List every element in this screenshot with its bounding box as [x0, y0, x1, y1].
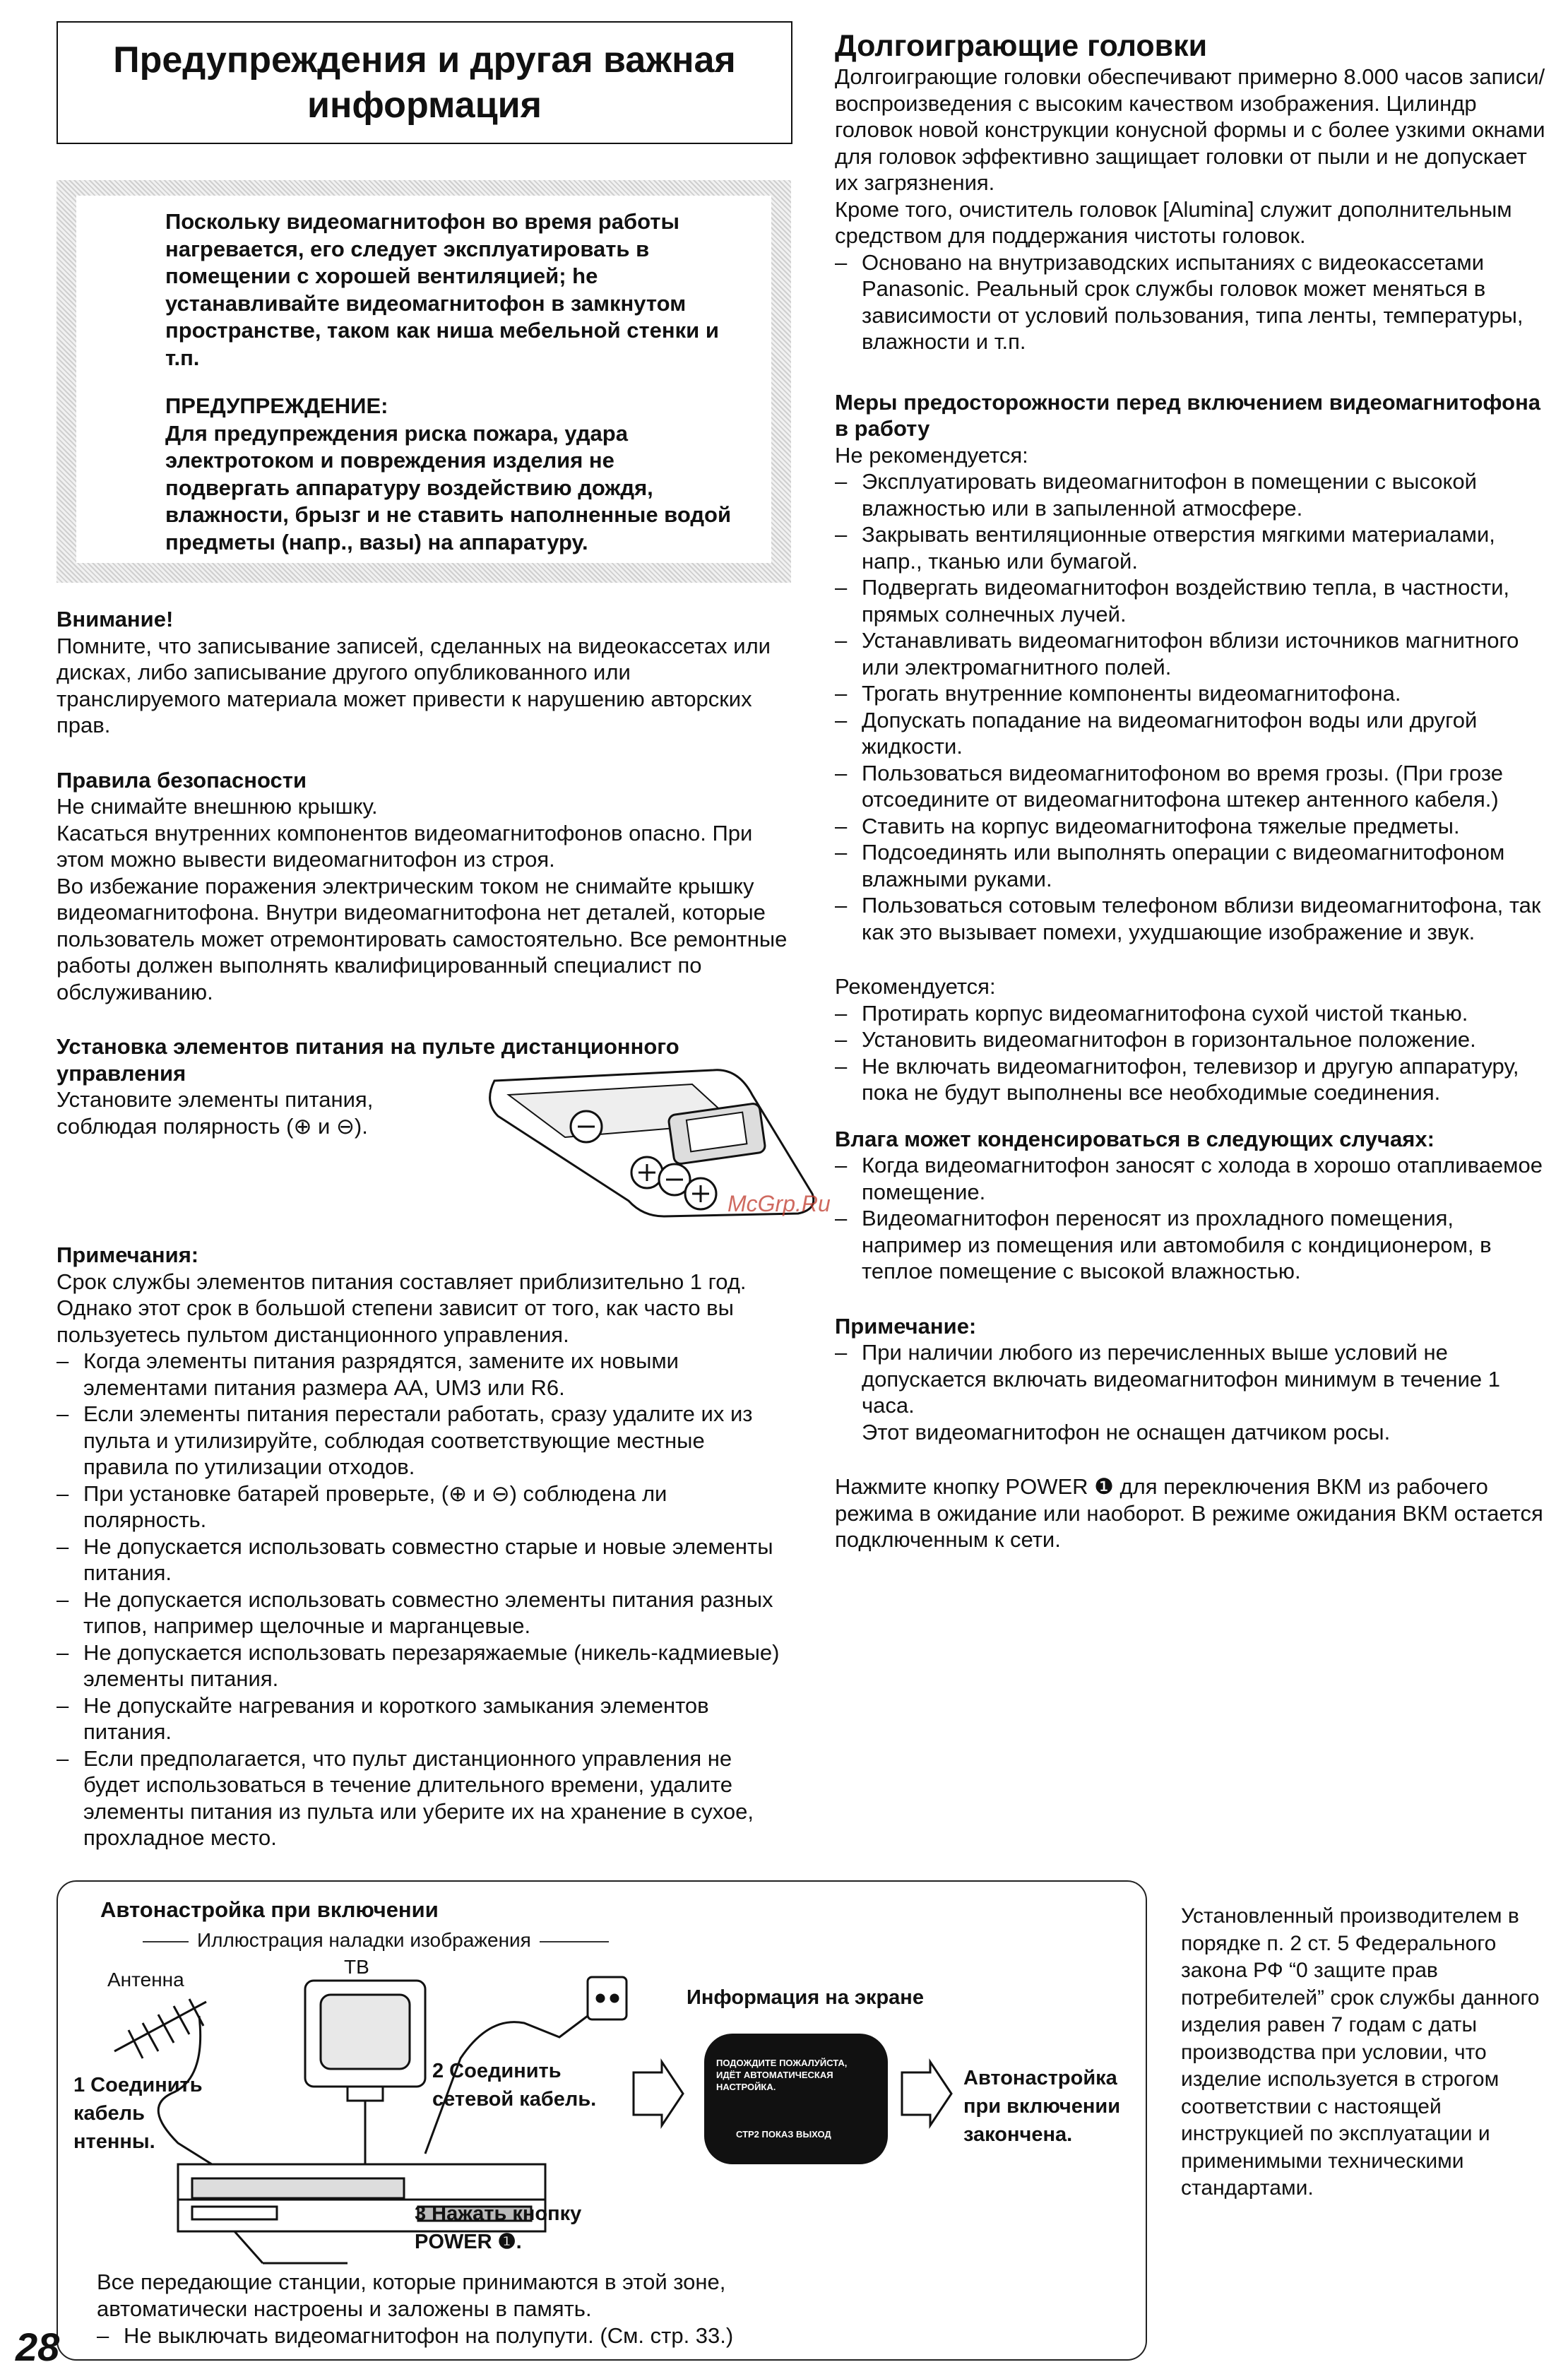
autotune-heading: Автонастройка при включении: [100, 1897, 439, 1922]
list-item: – Если элементы питания перестали работать, сразу удалите их из пульта и утилизируйте, соблюдая соответствующие местные правила по утилизации отходов.: [57, 1401, 791, 1481]
note2-sub: Этот видеомагнитофон не оснащен датчиком росы.: [862, 1419, 1391, 1444]
safety-line-3: Во избежание поражения электрическим током не снимайте крышку видеомагнитофона. Внутри видеомагнитофона нет деталей, которые пользователь может отремонтировать самостоятельно. Все ремонтные работы должен выполнять квалифицированный специалист по обслуживанию.: [57, 873, 788, 1004]
not-recommended-label: Не рекомендуется:: [835, 442, 1028, 468]
precautions-list: [835, 468, 1548, 945]
arrow-right-icon: [902, 2062, 951, 2125]
list-item: – Если предполагается, что пульт дистанционного управления не будет использоваться в течение длительного времени, удалите элементы питания из пульта или уберите их на хранение в сухое, прохладное место.: [57, 1745, 791, 1851]
list-item: – Подсоединять или выполнять операции с видеомагнитофоном влажными руками.: [835, 839, 1548, 892]
battery-text: Установите элементы питания, соблюдая полярность (⊕ и ⊖).: [57, 1087, 374, 1139]
condensation-list: [835, 1152, 1548, 1285]
right-column: [835, 28, 1548, 1553]
autotune-footer-item: – Не выключать видеомагнитофон на полупути. (См. стр. 33.): [97, 2322, 874, 2349]
warning-para-2: Для предупреждения риска пожара, удара электротоком и повреждения изделия не подвергать аппаратуру воздействию дождя, влажности, брызг и не ставить наполненные водой предметы (напр., вазы) на аппаратуру.: [165, 420, 732, 554]
onscreen-label: Информация на экране: [687, 1986, 924, 2009]
step-2-label: 2 Соединить сетевой кабель.: [432, 2060, 597, 2111]
warning-heading: ПРЕДУПРЕЖДЕНИЕ:: [165, 393, 388, 418]
tv-icon: [305, 1981, 425, 2164]
list-item: – Не допускается использовать перезаряжаемые (никель-кадмиевые) элементы питания.: [57, 1639, 791, 1692]
screen-bottom-text: СТР2 ПОКАЗ ВЫХОД: [736, 2129, 831, 2140]
list-item: – Допускать попадание на видеомагнитофон воды или другой жидкости.: [835, 707, 1548, 760]
list-item: – Не допускается использовать совместно старые и новые элементы питания.: [57, 1533, 791, 1586]
warning-box-content: [76, 196, 771, 563]
autotune-footer: [97, 2269, 874, 2349]
page-number: 28: [16, 2325, 60, 2369]
list-item: – Ставить на корпус видеомагнитофона тяжелые предметы.: [835, 813, 1548, 840]
onscreen-diagram: [626, 2023, 1022, 2171]
warranty-text: Установленный производителем в порядке п. 2 ст. 5 Федерального закона РФ “0 защите прав потребителей” срок службы данного изделия равен 7 годам с даты производства при условии, что изделие используется в строгом соответствии с настоящей инструкцией по эксплуатации и применимыми техническими стандартами.: [1181, 1904, 1540, 2200]
list-item: – Видеомагнитофон переносят из прохладного помещения, например из помещения или автомобиля с кондиционером, в теплое помещение с высокой влажностью.: [835, 1205, 1548, 1285]
list-item: – Закрывать вентиляционные отверстия мягкими материалами, напр., тканью или бумагой.: [835, 521, 1548, 574]
notes-heading: Примечания:: [57, 1242, 199, 1267]
list-item: – Пользоваться сотовым телефоном вблизи видеомагнитофона, так как это вызывает помехи, ухудшающие изображение и звук.: [835, 892, 1548, 945]
page-title: Предупреждения и другая важная информация: [57, 21, 792, 144]
precautions-heading: Меры предосторожности перед включением видеомагнитофона в работу: [835, 389, 1541, 441]
arrow-right-icon: [634, 2062, 683, 2125]
heads-para-2: Кроме того, очиститель головок [Alumina] служит дополнительным средством для поддержания чистоты головок.: [835, 196, 1512, 248]
list-item: – Установить видеомагнитофон в горизонтальное положение.: [835, 1026, 1548, 1053]
autotune-done-text: Автонастройка при включении закончена.: [963, 2067, 1121, 2146]
step-3-label: 3 Нажать кнопку POWER ❶.: [415, 2202, 582, 2253]
watermark: McGrp.Ru: [727, 1191, 831, 1216]
list-item: – Подвергать видеомагнитофон воздействию тепла, в частности, прямых солнечных лучей.: [835, 574, 1548, 627]
antenna-label: Антенна: [107, 1969, 184, 1991]
recommended-list: [835, 1000, 1548, 1106]
notes-section: [57, 1242, 791, 1851]
battery-heading: Установка элементов питания на пульте дистанционного управления: [57, 1034, 679, 1086]
tv-screen-icon: [704, 2034, 888, 2164]
list-item: – Не включать видеомагнитофон, телевизор и другую аппаратуру, пока не будут выполнены все необходимые соединения.: [835, 1053, 1548, 1106]
safety-line-2: Касаться внутренних компонентов видеомагнитофонов опасно. При этом можно вывести видеомагнитофон из строя.: [57, 820, 753, 872]
note2-heading: Примечание:: [835, 1313, 977, 1339]
list-item: – Не допускайте нагревания и короткого замыкания элементов питания.: [57, 1692, 791, 1745]
attention-text: Помните, что записывание записей, сделанных на видеокассетах или дисках, либо записывание другого опубликованного или транслируемого материала может привести к нарушению авторских прав.: [57, 633, 771, 737]
autotune-frame: [57, 1880, 1147, 2361]
list-item: – При установке батарей проверьте, (⊕ и ⊖) соблюдена ли полярность.: [57, 1481, 791, 1533]
list-item: – Пользоваться видеомагнитофоном во время грозы. (При грозе отсоедините от видеомагнитофона штекер антенного кабеля.): [835, 760, 1548, 813]
note2-item: – При наличии любого из перечисленных выше условий не допускается включать видеомагнитофон минимум в течение 1 часа.: [835, 1339, 1548, 1419]
recommended-label: Рекомендуется:: [835, 974, 996, 999]
attention-heading: Внимание!: [57, 607, 174, 631]
warning-box: [57, 180, 791, 583]
tv-label: ТВ: [344, 1956, 369, 1978]
autotune-subheading: Иллюстрация наладки изображения: [189, 1928, 540, 1952]
safety-heading: Правила безопасности: [57, 767, 307, 793]
list-item: – Трогать внутренние компоненты видеомагнитофона.: [835, 680, 1548, 707]
heads-item: – Основано на внутризаводских испытаниях с видеокассетами Panasonic. Реальный срок службы головок может меняться в зависимости от условий пользования, типа ленты, температуры, влажности и т.п.: [835, 249, 1548, 355]
condensation-heading: Влага может конденсироваться в следующих случаях:: [835, 1126, 1435, 1151]
list-item: – Не допускается использовать совместно элементы питания разных типов, например щелочные и марганцевые.: [57, 1586, 791, 1639]
list-item: – Когда видеомагнитофон заносят с холода в хорошо отапливаемое помещение.: [835, 1152, 1548, 1205]
list-item: – Протирать корпус видеомагнитофона сухой чистой тканью.: [835, 1000, 1548, 1027]
autotune-footer-text: Все передающие станции, которые принимаются в этой зоне, автоматически настроены и заложены в память.: [97, 2270, 726, 2321]
screen-text: ПОДОЖДИТЕ ПОЖАЛУЙСТА, ИДЁТ АВТОМАТИЧЕСКАЯ НАСТРОЙКА.: [716, 2058, 848, 2092]
notes-intro: Срок службы элементов питания составляет приблизительно 1 год. Однако этот срок в большой степени зависит от того, как часто вы пользуетесь пультом дистанционного управления.: [57, 1269, 747, 1347]
warning-para-1: Поскольку видеомагнитофон во время работы нагревается, его следует эксплуатировать в помещении с хорошей вентиляцией; he устанавливайте видеомагнитофон в замкнутом пространстве, таком как ниша мебельной стенки и т.п.: [165, 209, 719, 370]
list-item: – Эксплуатировать видеомагнитофон в помещении с высокой влажностью или в запыленной атмосфере.: [835, 468, 1548, 521]
step-1-label: 1 Соединить кабель нтенны.: [73, 2074, 203, 2153]
power-text: Нажмите кнопку POWER ❶ для переключения ВКМ из рабочего режима в ожидание или наоборот. В режиме ожидания ВКМ остается подключенным к сети.: [835, 1474, 1543, 1552]
safety-line-1: Не снимайте внешнюю крышку.: [57, 794, 378, 819]
heads-para-1: Долгоиграющие головки обеспечивают примерно 8.000 часов записи/воспроизведения с высоким качеством изображения. Цилиндр головок новой конструкции конусной формы и с более узкими окнами для головок эффективно защищает головки от пыли и не допускает их загрязнения.: [835, 64, 1545, 195]
heads-heading: Долгоиграющие головки: [835, 29, 1208, 63]
list-item: – Устанавливать видеомагнитофон вблизи источников магнитного или электромагнитного полей.: [835, 627, 1548, 680]
notes-list: [57, 1348, 791, 1851]
list-item: – Когда элементы питания разрядятся, замените их новыми элементами питания размера AA, UM3 или R6.: [57, 1348, 791, 1401]
